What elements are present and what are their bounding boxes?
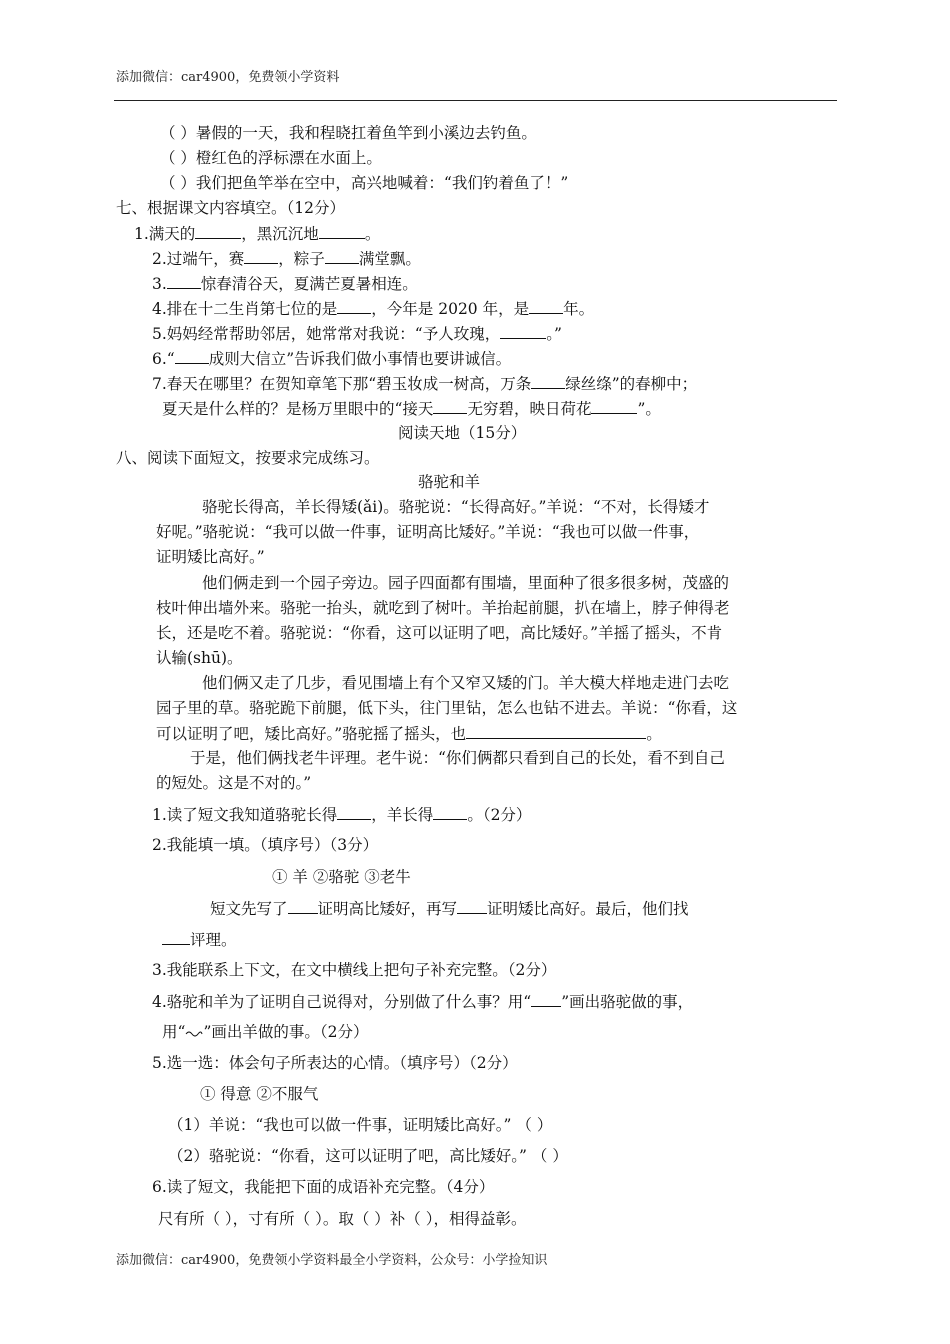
section7-q3: 3. 惊春清谷天，夏满芒夏暑相连。	[152, 272, 418, 295]
story-line: 的短处。这是不对的。”	[156, 774, 312, 792]
order-item: （ ）我们把鱼竿举在空中，高兴地喊着：“我们钓着鱼了！”	[160, 174, 569, 192]
page-footer: 添加微信：car4900，免费领小学资料最全小学资料，公众号：小学捡知识	[116, 1253, 548, 1268]
story-line: 可以证明了吧，矮比高好。”骆驼摇了摇头，也 。	[156, 722, 662, 745]
question-2-text-cont: 评理。	[162, 928, 237, 951]
story-answer-blank[interactable]	[466, 722, 646, 739]
reading-heading: 阅读天地（15分）	[398, 424, 527, 442]
section8-title: 八、阅读下面短文，按要求完成练习。	[116, 449, 380, 467]
wavy-line-icon	[185, 1026, 203, 1040]
section7-q6: 6.“ 成则大信立”告诉我们做小事情也要讲诚信。	[152, 347, 511, 370]
page-header: 添加微信：car4900，免费领小学资料	[116, 70, 340, 85]
question-2-text: 短文先写了 证明高比矮好，再写 证明矮比高好。最后，他们找	[210, 897, 689, 920]
question-4b: 用“ ”画出羊做的事。（2分）	[162, 1023, 369, 1041]
question-5: 5.选一选：体会句子所表达的心情。（填序号）（2分）	[152, 1054, 518, 1072]
question-6: 6.读了短文，我能把下面的成语补充完整。（4分）	[152, 1178, 495, 1196]
question-1: 1.读了短文我知道骆驼长得 ，羊长得 。（2分）	[152, 803, 531, 826]
section7-q7a: 7.春天在哪里？在贺知章笔下那“碧玉妆成一树高，万条 绿丝绦”的春柳中；	[152, 372, 697, 395]
question-2: 2.我能填一填。（填序号）（3分）	[152, 836, 379, 854]
story-title: 骆驼和羊	[418, 473, 481, 491]
question-2-options: ① 羊 ②骆驼 ③老牛	[272, 868, 411, 886]
section7-q7b: 夏天是什么样的？是杨万里眼中的“接天 无穷碧，映日荷花 ”。	[162, 397, 661, 420]
story-line: 枝叶伸出墙外来。骆驼一抬头，就吃到了树叶。羊抬起前腿，扒在墙上，脖子伸得老	[156, 599, 730, 617]
question-6-idioms: 尺有所（ ），寸有所（ ）。取（ ）补（ ），相得益彰。	[158, 1210, 527, 1228]
story-line: 认输(shū)。	[156, 649, 243, 667]
question-3: 3.我能联系上下文，在文中横线上把句子补充完整。（2分）	[152, 961, 557, 979]
header-divider	[114, 100, 837, 101]
section7-q4: 4.排在十二生肖第七位的是 ，今年是 2020 年，是 年。	[152, 297, 594, 320]
story-line: 长，还是吃不着。骆驼说：“你看，这可以证明了吧，高比矮好。”羊摇了摇头，不肯	[156, 624, 723, 642]
question-5-item-1: （1）羊说：“我也可以做一件事，证明矮比高好。” （ ）	[168, 1116, 553, 1134]
question-5-item-2: （2）骆驼说：“你看，这可以证明了吧，高比矮好。” （ ）	[168, 1147, 568, 1165]
story-line: 他们俩又走了几步，看见围墙上有个又窄又矮的门。羊大模大样地走进门去吃	[202, 674, 730, 692]
story-line: 园子里的草。骆驼跪下前腿，低下头，往门里钻，怎么也钻不进去。羊说：“你看，这	[156, 699, 738, 717]
section7-q2: 2.过端午，赛 ，粽子 满堂飘。	[152, 247, 421, 270]
section7-q1: 1.满天的 ，黑沉沉地 。	[134, 222, 380, 245]
story-line: 证明矮比高好。”	[156, 548, 265, 566]
question-4a: 4.骆驼和羊为了证明自己说得对，分别做了什么事？用“ ”画出骆驼做的事，	[152, 990, 693, 1013]
story-line: 他们俩走到一个园子旁边。园子四面都有围墙，里面种了很多很多树，茂盛的	[202, 574, 730, 592]
section7-title: 七、根据课文内容填空。（12分）	[116, 199, 345, 217]
section7-q5: 5.妈妈经常帮助邻居，她常常对我说：“予人玫瑰， 。”	[152, 322, 562, 345]
story-line: 好呢。”骆驼说：“我可以做一件事，证明高比矮好。”羊说：“我也可以做一件事，	[156, 523, 700, 541]
order-item: （ ）橙红色的浮标漂在水面上。	[160, 149, 382, 167]
story-line: 骆驼长得高，羊长得矮(ǎi)。骆驼说：“长得高好。”羊说：“不对，长得矮才	[202, 498, 710, 516]
order-item: （ ）暑假的一天，我和程晓扛着鱼竿到小溪边去钓鱼。	[160, 124, 537, 142]
story-line: 于是，他们俩找老牛评理。老牛说：“你们俩都只看到自己的长处，看不到自己	[190, 749, 725, 767]
question-5-options: ① 得意 ②不服气	[200, 1085, 319, 1103]
